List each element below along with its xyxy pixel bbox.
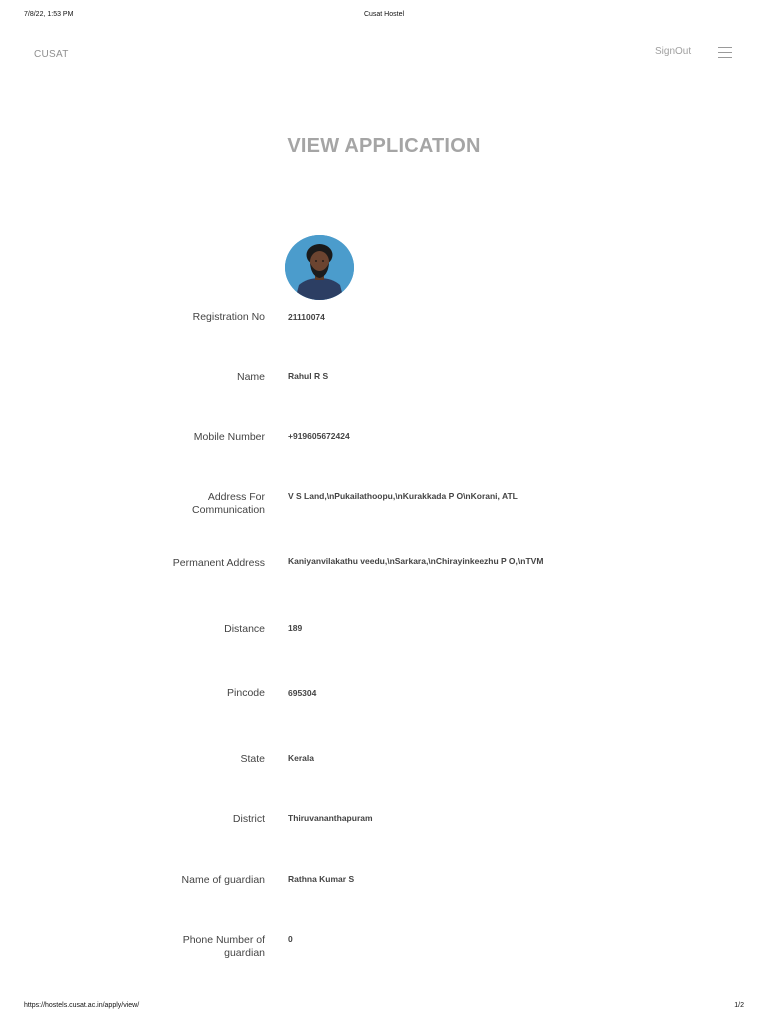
print-page-number: 1/2 bbox=[734, 1002, 744, 1009]
print-title: Cusat Hostel bbox=[363, 11, 405, 18]
state-label: State bbox=[240, 753, 265, 765]
signout-link[interactable]: SignOut bbox=[655, 46, 692, 57]
distance-label: Distance bbox=[224, 623, 265, 635]
state-value: Kerala bbox=[288, 753, 314, 763]
mobile-number-label: Mobile Number bbox=[193, 431, 265, 443]
print-header bbox=[0, 11, 768, 23]
mobile-number-value: +919605672424 bbox=[288, 431, 350, 441]
name-label: Name bbox=[236, 371, 265, 383]
person-photo-icon bbox=[285, 235, 354, 300]
district-value: Thiruvananthapuram bbox=[288, 813, 373, 823]
registration-no-value: 21110074 bbox=[288, 312, 325, 322]
guardian-phone-value: 0 bbox=[288, 934, 293, 944]
address-communication-value: V S Land,\nPukailathoopu,\nKurakkada P O\nKorani, ATL bbox=[288, 491, 518, 501]
guardian-phone-label: Phone Number of guardian bbox=[182, 934, 265, 959]
hamburger-menu-icon[interactable] bbox=[718, 47, 732, 59]
district-label: District bbox=[232, 813, 265, 825]
pincode-value: 695304 bbox=[288, 688, 317, 698]
guardian-name-value: Rathna Kumar S bbox=[288, 874, 355, 884]
permanent-address-value: Kaniyanvilakathu veedu,\nSarkara,\nChirayinkeezhu P O,\nTVM bbox=[288, 556, 544, 566]
distance-value: 189 bbox=[288, 623, 303, 633]
pincode-label: Pincode bbox=[227, 687, 265, 699]
address-communication-label: Address For Communication bbox=[192, 491, 265, 516]
profile-photo bbox=[285, 235, 354, 300]
brand-link[interactable]: CUSAT bbox=[34, 49, 69, 60]
print-footer bbox=[0, 1002, 768, 1014]
print-datetime: 7/8/22, 1:53 PM bbox=[24, 11, 74, 18]
name-value: Rahul R S bbox=[288, 371, 329, 381]
guardian-name-label: Name of guardian bbox=[181, 874, 265, 886]
print-url: https://hostels.cusat.ac.in/apply/view/ bbox=[24, 1002, 140, 1009]
registration-no-label: Registration No bbox=[192, 311, 265, 323]
permanent-address-label: Permanent Address bbox=[172, 557, 265, 569]
navbar bbox=[0, 40, 768, 70]
page-title: VIEW APPLICATION bbox=[287, 135, 481, 157]
